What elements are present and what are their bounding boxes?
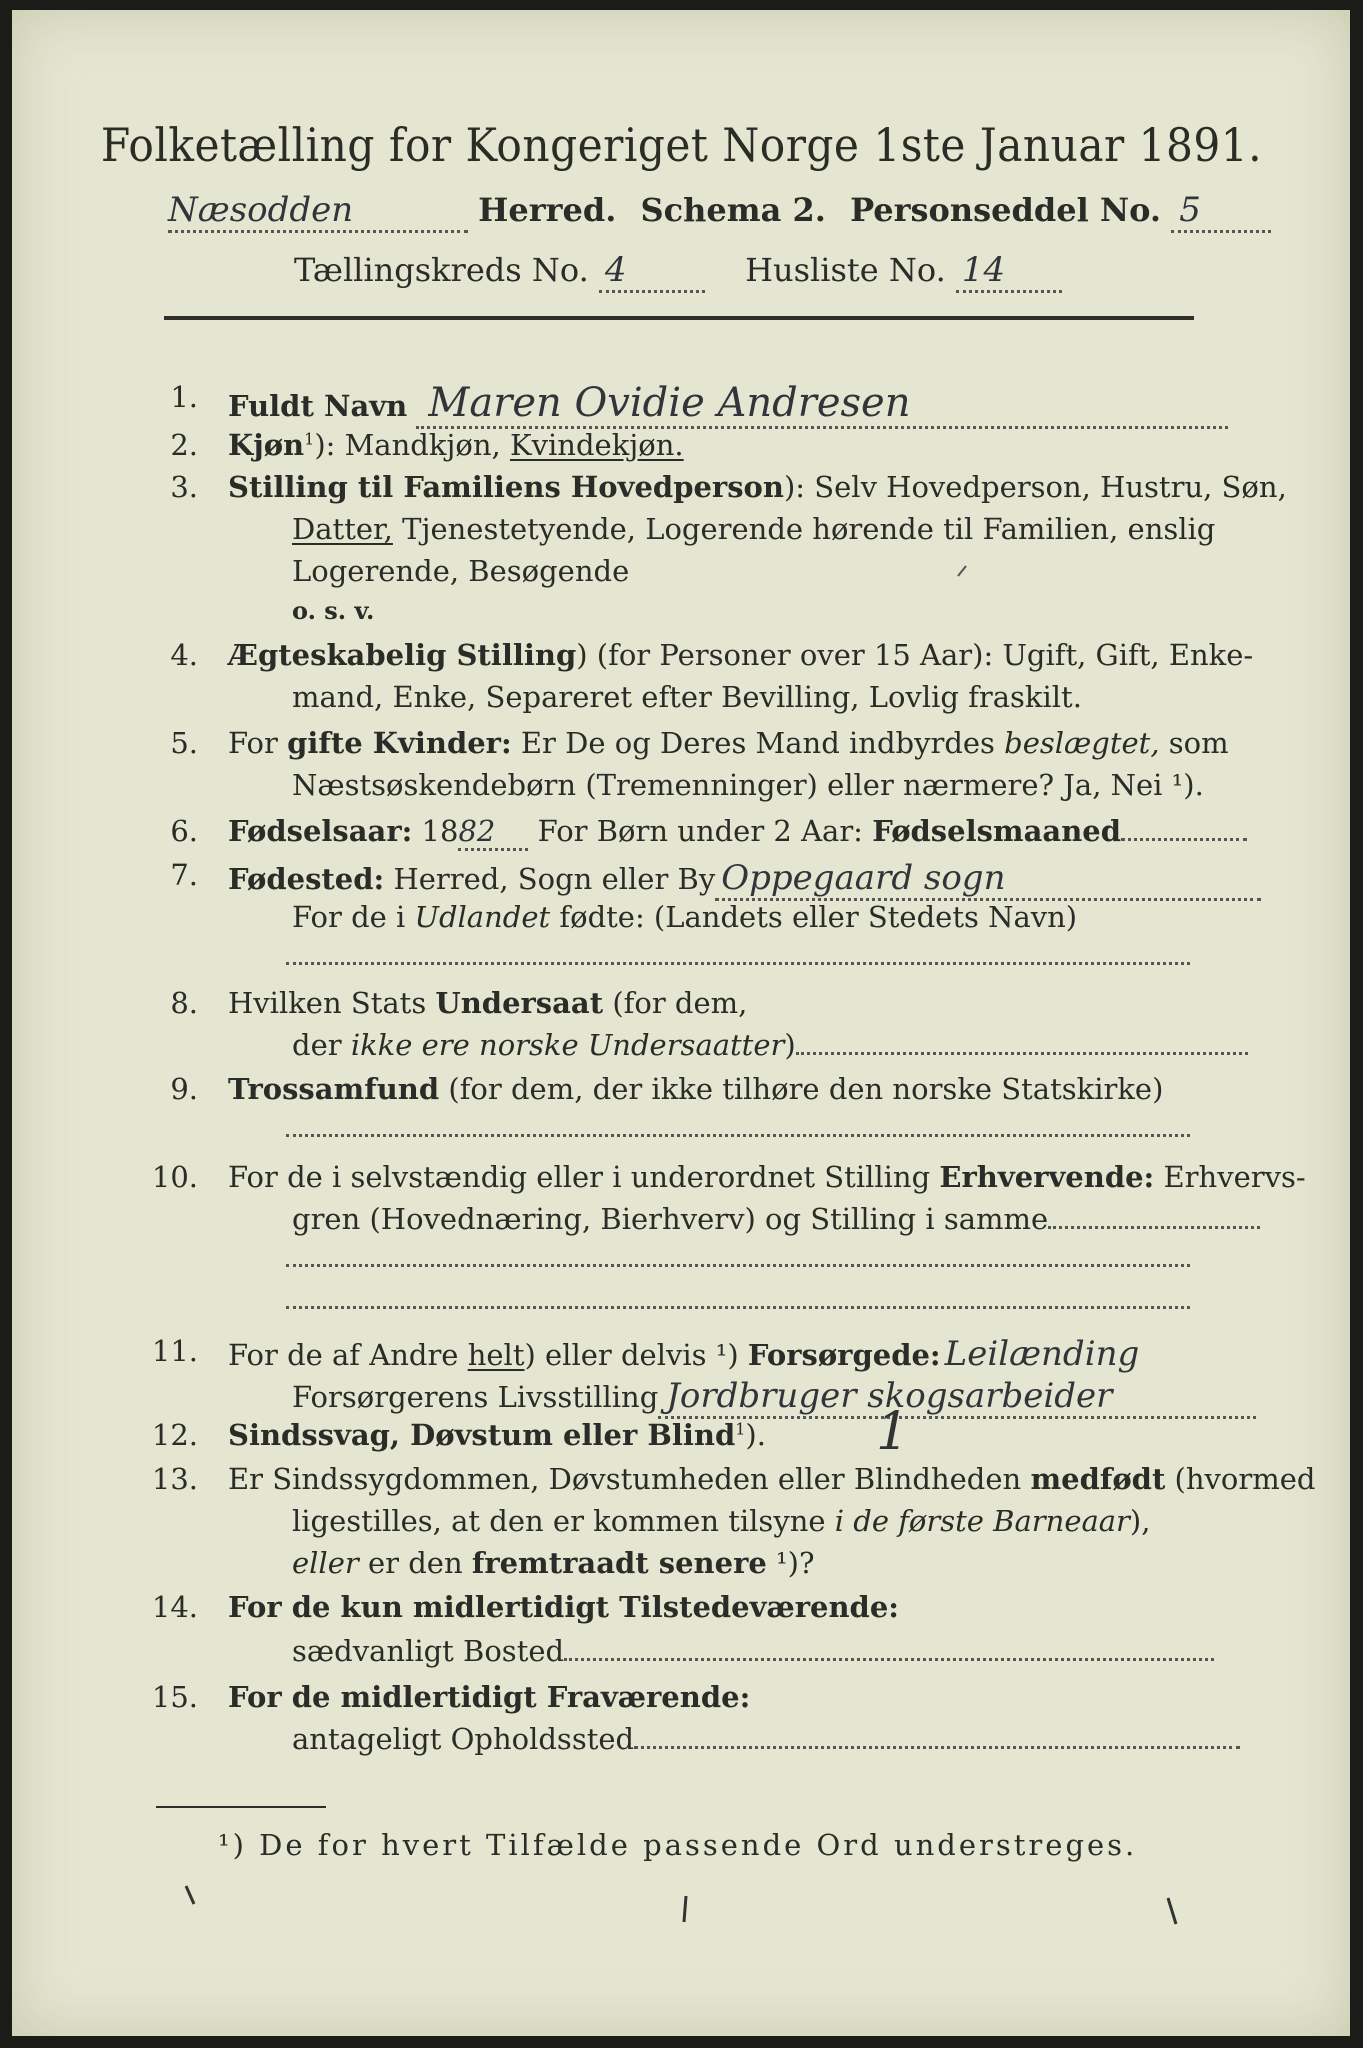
temporary-absent-label: For de midlertidigt Fraværende: — [228, 1680, 751, 1714]
birthplace-text: Herred, Sogn eller By — [384, 862, 716, 896]
footnote-ref: 1 — [304, 429, 315, 449]
citizenship-text-b: (for dem, — [603, 986, 748, 1020]
family-position-line2-text: Tjenestetyende, Logerende hørende til Familien, enslig — [392, 512, 1216, 546]
personseddel-value: 5 — [1171, 190, 1271, 233]
schema-label: Schema 2. — [640, 191, 826, 229]
marital-status-text: ) (for Personer over 15 Aar): Ugift, Gift, Enke- — [576, 638, 1254, 672]
item-number: 10. — [151, 1160, 198, 1194]
form-title: Folketælling for Kongeriget Norge 1ste Januar 1891. — [100, 118, 1263, 172]
item-number: 13. — [151, 1462, 198, 1496]
sex-text: ): Mandkjøn, — [314, 428, 510, 462]
congenital-line2-b: ), — [1129, 1504, 1151, 1538]
religion-label: Trossamfund — [228, 1072, 440, 1106]
married-women-text: Er De og Deres Mand indbyrdes — [511, 726, 1005, 760]
birth-year-prefix: 18 — [412, 814, 459, 848]
birthplace-line2-a: For de i — [292, 900, 415, 934]
usual-residence-label: sædvanligt Bosted — [292, 1634, 565, 1668]
occupation-text-a: For de i selvstændig eller i underordnet Stilling — [228, 1160, 940, 1194]
congenital-line3-b: ¹)? — [766, 1546, 815, 1580]
personseddel-label: Personseddel No. — [850, 191, 1162, 229]
footnote: ¹) De for hvert Tilfælde passende Ord understreges. — [218, 1828, 1138, 1862]
full-name-value: Maren Ovidie Andresen — [416, 380, 1228, 429]
taellingskreds-value: 4 — [599, 250, 705, 293]
citizenship-line2-b: ) — [784, 1028, 796, 1062]
birth-year-label: Fødselsaar: — [228, 814, 413, 848]
religion-text: (for dem, der ikke tilhøre den norske Statskirke) — [439, 1072, 1164, 1106]
congenital-label: medfødt — [1030, 1462, 1166, 1496]
marital-status-label: Ægteskabelig Stilling — [228, 638, 577, 672]
sex-label: Kjøn — [228, 428, 305, 462]
supporter-value: Jordbruger skogsarbeider — [658, 1376, 1256, 1419]
item-number: 11. — [151, 1334, 198, 1368]
item-number: 15. — [151, 1680, 198, 1714]
married-women-label: gifte Kvinder: — [287, 726, 512, 760]
family-position-line4: o. s. v. — [292, 596, 375, 625]
item-number: 7. — [170, 858, 198, 892]
herred-value: Næsodden — [168, 190, 468, 233]
congenital-line3-a: er den — [358, 1546, 472, 1580]
congenital-line2-a: ligestilles, at den er kommen tilsyne — [292, 1504, 835, 1538]
item-number: 3. — [170, 470, 198, 504]
sex-selected-option: Kvindekjøn. — [509, 428, 684, 462]
congenital-text-a: Er Sindssygdommen, Døvstumheden eller Blindheden — [228, 1462, 1031, 1496]
item-number: 9. — [170, 1072, 198, 1106]
married-women-line2: Næstsøskendebørn (Tremenninger) eller nærmere? Ja, Nei ¹). — [292, 768, 1204, 802]
item-number: 4. — [170, 638, 198, 672]
citizenship-line2-a: der — [292, 1028, 351, 1062]
disability-mark: 1 — [876, 1402, 910, 1462]
citizenship-line2-em: ikke ere norske Undersaatter — [350, 1028, 785, 1062]
disability-label: Sindssvag, Døvstum eller Blind — [228, 1418, 736, 1452]
married-women-text2: som — [1159, 726, 1229, 760]
citizenship-label: Undersaat — [435, 986, 604, 1020]
occupation-text-b: Erhvervs- — [1154, 1160, 1306, 1194]
item-number: 2. — [170, 428, 198, 462]
herred-label: Herred. — [478, 191, 617, 229]
birthplace-label: Fødested: — [228, 862, 385, 896]
congenital-line3-em: eller — [292, 1546, 359, 1580]
item-number: 12. — [151, 1418, 198, 1452]
supporter-label: Forsørgerens Livsstilling — [292, 1380, 659, 1414]
birthplace-value: Oppegaard sogn — [715, 858, 1261, 901]
family-position-label: Stilling til Familiens Hovedperson — [228, 470, 784, 504]
supported-value: Leilænding — [944, 1334, 1140, 1374]
family-position-selected-option: Datter, — [292, 512, 393, 546]
family-position-text: ): Selv Hovedperson, Hustru, Søn, — [783, 470, 1287, 504]
footnote-ref: 1 — [735, 1419, 746, 1439]
married-women-emphasis: beslægtet, — [1004, 726, 1160, 760]
probable-residence-label: antageligt Opholdssted — [292, 1722, 635, 1756]
item-number: 6. — [170, 814, 198, 848]
congenital-line3-label: fremtraadt senere — [471, 1546, 767, 1580]
husliste-label: Husliste No. — [745, 251, 946, 289]
birthplace-line2-b: fødte: (Landets eller Stedets Navn) — [550, 900, 1078, 934]
item-number: 5. — [170, 726, 198, 760]
supported-text-b: ) eller delvis ¹) — [524, 1338, 748, 1372]
occupation-label: Erhvervende: — [939, 1160, 1155, 1194]
citizenship-text-a: Hvilken Stats — [228, 986, 436, 1020]
supported-text-a: For de af Andre — [228, 1338, 468, 1372]
family-position-line3: Logerende, Besøgende — [292, 554, 630, 588]
disability-text: ). — [745, 1418, 766, 1452]
full-name-label: Fuldt Navn — [228, 389, 408, 423]
marital-status-line2: mand, Enke, Separeret efter Bevilling, Lovlig fraskilt. — [292, 680, 1082, 714]
birth-month-label: Fødselsmaaned — [872, 814, 1122, 848]
supported-label: Forsørgede: — [747, 1338, 941, 1372]
congenital-line2-em: i de første Barneaar — [834, 1504, 1130, 1538]
supported-underlined: helt — [467, 1338, 525, 1372]
item-number: 8. — [170, 986, 198, 1020]
item-number: 14. — [151, 1590, 198, 1624]
birth-year-text: For Børn under 2 Aar: — [528, 814, 873, 848]
temporary-present-label: For de kun midlertidigt Tilstedeværende: — [228, 1590, 899, 1624]
occupation-line2-text: gren (Hovednæring, Bierhverv) og Stilling i samme — [292, 1202, 1049, 1236]
taellingskreds-label: Tællingskreds No. — [294, 251, 589, 289]
birthplace-line2-em: Udlandet — [414, 900, 551, 934]
married-women-prefix: For — [228, 726, 288, 760]
birth-year-value: 82 — [458, 814, 528, 851]
husliste-value: 14 — [956, 250, 1062, 293]
congenital-text-b: (hvormed — [1165, 1462, 1316, 1496]
item-number: 1. — [170, 380, 198, 414]
